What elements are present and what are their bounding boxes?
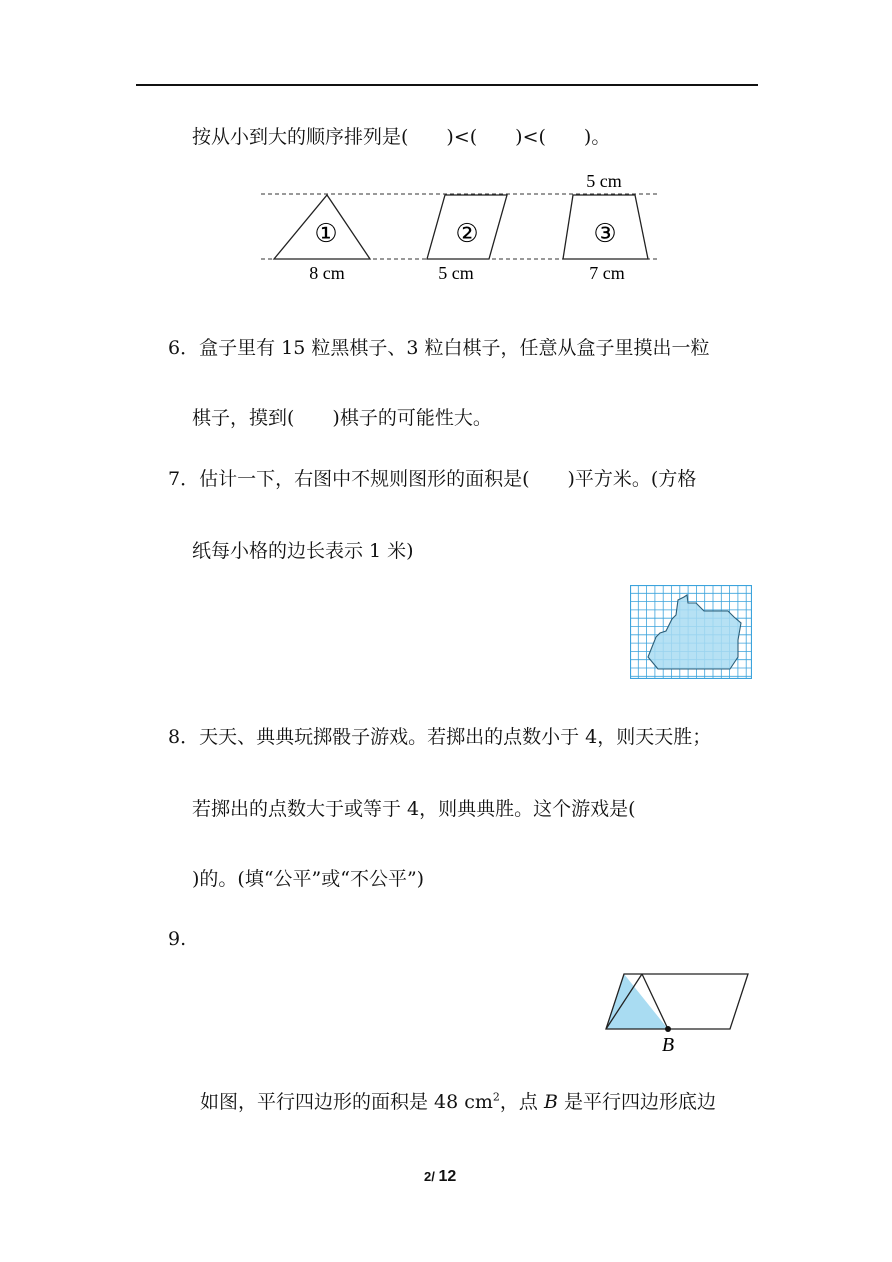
page-total: 12 (438, 1168, 457, 1185)
shape-1-label: ① (314, 219, 338, 249)
point-b-dot (665, 1026, 671, 1032)
q8-line-3: )的。(填“公平”或“不公平”) (192, 868, 425, 890)
q8-line-1: 8．天天、典典玩掷骰子游戏。若掷出的点数小于 4，则天天胜； (168, 726, 712, 748)
q7-grid-figure (630, 585, 752, 679)
q5-shapes-figure (255, 165, 665, 290)
q5-order-line: 按从小到大的顺序排列是( )<( )<( )。 (192, 126, 611, 148)
shape-2-label: ② (455, 219, 479, 249)
q9-parallelogram-figure (598, 965, 753, 1057)
q8-line-2: 若掷出的点数大于或等于 4，则典典胜。这个游戏是( (192, 798, 636, 820)
q7-line-1: 7．估计一下，右图中不规则图形的面积是( )平方米。(方格 (168, 468, 697, 490)
q9-superscript: 2 (492, 1090, 500, 1104)
header-rule (136, 84, 758, 86)
shape-1-base-label: 8 cm (309, 263, 345, 283)
q9-text-b: ，点 (499, 1091, 544, 1113)
q6-line-1: 6．盒子里有 15 粒黑棋子、3 粒白棋子，任意从盒子里摸出一粒 (168, 337, 710, 359)
q9-point-ref: B (543, 1091, 558, 1113)
q9-text-a: 如图，平行四边形的面积是 48 cm (200, 1091, 493, 1113)
irregular-shape (648, 595, 741, 669)
shape-3-base-label: 7 cm (589, 263, 625, 283)
shape-2-base-label: 5 cm (438, 263, 474, 283)
page-current: 2/ (424, 1169, 435, 1184)
q6-line-2: 棋子，摸到( )棋子的可能性大。 (192, 407, 492, 429)
q7-line-2: 纸每小格的边长表示 1 米) (192, 540, 414, 562)
q9-text-c: 是平行四边形底边 (557, 1091, 716, 1113)
q9-text-line (200, 1089, 716, 1115)
q9-number: 9. (168, 928, 187, 950)
page-number (424, 1168, 456, 1186)
trapezoid-top-label: 5 cm (586, 171, 622, 191)
point-b-label: B (661, 1034, 675, 1056)
shape-3-label: ③ (593, 219, 617, 249)
